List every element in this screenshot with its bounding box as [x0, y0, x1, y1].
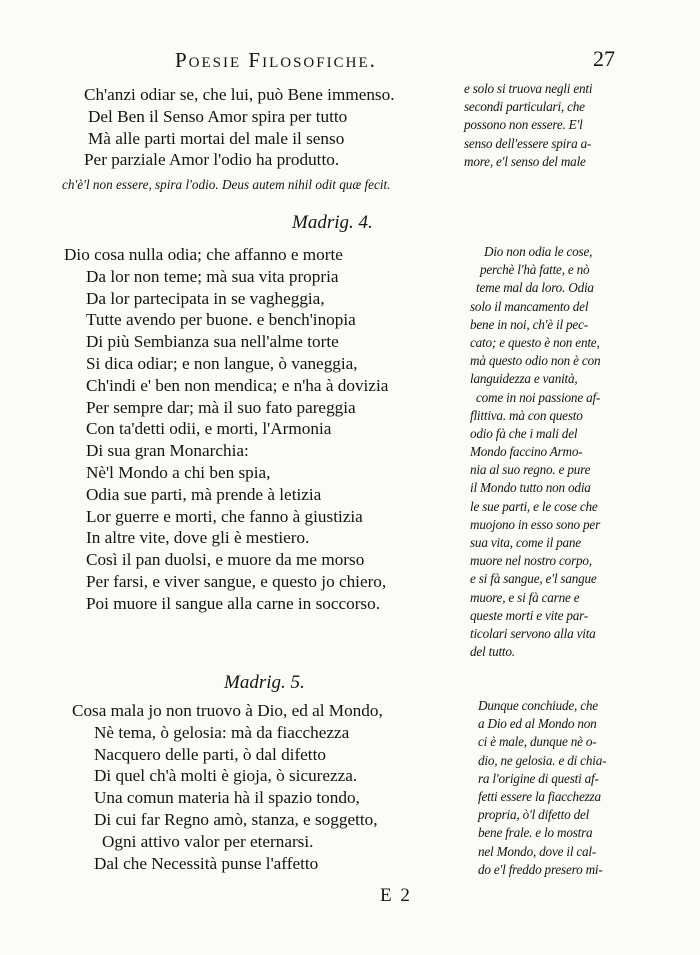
note-line: e si fà sangue, e'l sangue [470, 571, 597, 587]
note-line: ticolari servono alla vita [470, 625, 596, 641]
note-line: le sue parti, e le cose che [470, 498, 598, 514]
note-line: il Mondo tutto non odia [470, 480, 591, 496]
verse-line: Con ta'detti odii, e morti, l'Armonia [86, 419, 332, 439]
verse-line: Nè'l Mondo a chi ben spia, [86, 462, 271, 482]
note-line: e solo si truova negli enti [464, 81, 593, 96]
note-line: possono non essere. E'l [464, 117, 583, 133]
fullwidth-note: ch'è'l non essere, spira l'odio. Deus autem nihil odit quæ fecit. [62, 177, 391, 192]
note-line: cato; e questo è non ente, [470, 334, 600, 350]
running-title: Poesie Filosofiche. [175, 48, 377, 72]
signature-mark: E 2 [380, 885, 412, 906]
note-line: a Dio ed al Mondo non [478, 716, 597, 732]
verse-line: Mà alle parti mortai del male il senso [88, 128, 345, 148]
verse-line: Odia sue parti, mà prende à letizia [86, 484, 322, 504]
madrig4-heading: Madrig. 4. [292, 212, 373, 233]
note-line: more, e'l senso del male [464, 153, 586, 169]
note-line: senso dell'essere spira a- [464, 135, 592, 151]
madrig4-verse [64, 244, 388, 615]
note-line: queste morti e vite par- [470, 607, 588, 623]
madrig5-margin-note [478, 697, 606, 879]
note-line: ci è male, dunque nè o- [478, 734, 597, 750]
verse-line: Dio cosa nulla odia; che affanno e morte [64, 245, 343, 264]
verse-line: Di più Sembianza sua nell'alme torte [86, 332, 339, 352]
verse-line: Poi muore il sangue alla carne in soccorso. [86, 593, 381, 613]
verse-line: Nè tema, ò gelosia: mà da fiacchezza [94, 722, 350, 742]
verse-line: Dal che Necessità punse l'affetto [94, 853, 319, 873]
note-line: propria, ò'l difetto del [478, 807, 590, 823]
verse-line: Cosa mala jo non truovo à Dio, ed al Mondo, [72, 701, 383, 720]
note-line: do e'l freddo presero mi- [478, 861, 603, 877]
verse-line: Di quel ch'à molti è gioja, ò sicurezza. [94, 766, 358, 786]
note-line: secondi particulari, che [464, 99, 585, 115]
note-line: mà questo odio non è con [470, 353, 601, 369]
verse-line: Lor guerre e morti, che fanno à giustizia [86, 506, 363, 526]
note-line: fetti essere la fiacchezza [478, 788, 601, 804]
verse-line: Per farsi, e viver sangue, e questo jo chiero, [86, 571, 387, 591]
top-margin-note [464, 80, 592, 171]
note-line: nel Mondo, dove il cal- [478, 843, 597, 859]
note-line: ra l'origine di questi af- [478, 770, 599, 786]
note-line: teme mal da loro. Odia [476, 280, 594, 296]
verse-line: Così il pan duolsi, e muore da me morso [86, 550, 365, 570]
verse-line: Ch'indi e' ben non mendica; e n'ha à dovizia [86, 375, 389, 395]
note-line: flittiva. mà con questo [470, 407, 583, 423]
verse-line: Ogni attivo valor per eternarsi. [102, 831, 314, 851]
note-line: perchè l'hà fatte, e nò [480, 262, 590, 278]
verse-line: Del Ben il Senso Amor spira per tutto [88, 106, 348, 126]
madrig5-heading: Madrig. 5. [224, 672, 305, 693]
note-line: Mondo faccino Armo- [470, 444, 583, 460]
verse-line: Una comun materia hà il spazio tondo, [94, 788, 360, 808]
note-line: del tutto. [470, 644, 515, 660]
note-line: odio fà che i mali del [470, 425, 578, 441]
note-line: languidezza e vanità, [470, 371, 578, 387]
note-line: dio, ne gelosia. e di chia- [478, 752, 607, 768]
madrig4-margin-note [470, 243, 600, 661]
verse-line: Per parziale Amor l'odio ha produtto. [84, 150, 340, 170]
note-line: Dunque conchiude, che [478, 698, 598, 713]
verse-line: Da lor non teme; mà sua vita propria [86, 266, 339, 286]
page-number: 27 [593, 46, 615, 71]
note-line: muojono in esso sono per [470, 516, 601, 532]
note-line: muore nel nostro corpo, [470, 553, 592, 569]
verse-line: In altre vite, dove gli è mestiero. [86, 528, 310, 548]
verse-line: Ch'anzi odiar se, che lui, può Bene immenso. [84, 85, 395, 104]
verse-line: Nacquero delle parti, ò dal difetto [94, 744, 326, 764]
note-line: muore, e si fà carne e [470, 589, 580, 605]
note-line: bene in noi, ch'è il pec- [470, 316, 588, 332]
verse-line: Per sempre dar; mà il suo fato pareggia [86, 397, 356, 417]
note-line: sua vita, come il pane [470, 535, 581, 550]
top-verse [84, 84, 395, 171]
note-line: Dio non odia le cose, [484, 244, 593, 259]
verse-line: Tutte avendo per buone. e bench'inopia [86, 310, 356, 330]
note-line: come in noi passione af- [476, 389, 601, 405]
madrig5-verse [72, 700, 383, 874]
verse-line: Di cui far Regno amò, stanza, e soggetto, [94, 809, 378, 829]
verse-line: Di sua gran Monarchia: [86, 441, 249, 461]
verse-line: Da lor partecipata in se vagheggia, [86, 288, 325, 308]
verse-line: Si dica odiar; e non langue, ò vaneggia, [86, 353, 358, 373]
note-line: bene frale. e lo mostra [478, 825, 593, 841]
note-line: nia al suo regno. e pure [470, 462, 591, 478]
note-line: solo il mancamento del [470, 298, 589, 314]
